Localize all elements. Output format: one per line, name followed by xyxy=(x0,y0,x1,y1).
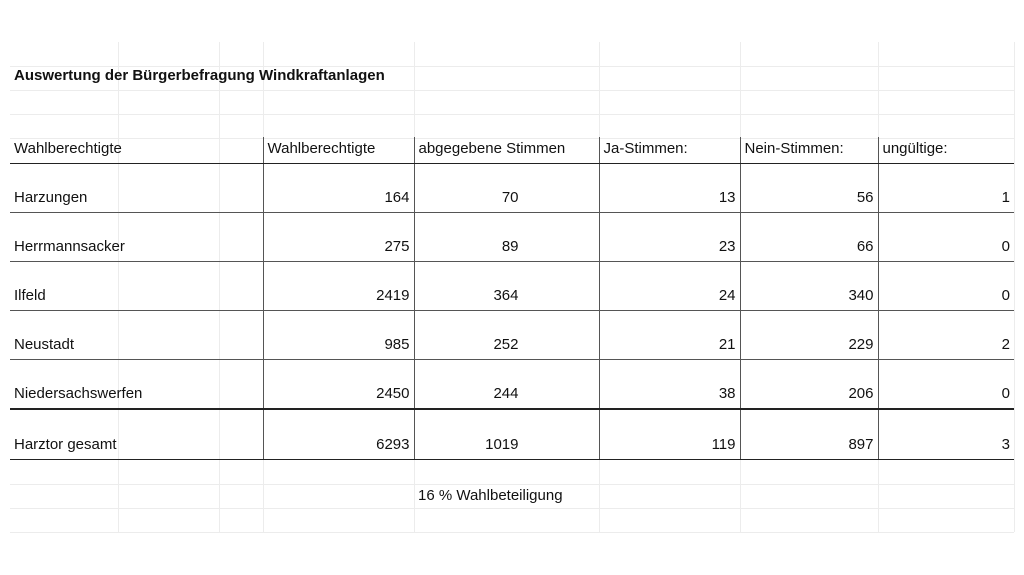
total-invalid-votes-cell[interactable]: 3 xyxy=(878,409,1014,460)
total-yes-votes-cell[interactable]: 119 xyxy=(599,409,740,460)
invalid-votes-cell[interactable]: 0 xyxy=(878,262,1014,311)
column-header[interactable]: ungültige: xyxy=(878,137,1014,164)
gridline xyxy=(10,90,1014,91)
municipality-cell[interactable]: Harzungen xyxy=(10,164,263,213)
no-votes-cell[interactable]: 229 xyxy=(740,311,878,360)
municipality-cell[interactable]: Ilfeld xyxy=(10,262,263,311)
column-header[interactable]: Nein-Stimmen: xyxy=(740,137,878,164)
no-votes-cell[interactable]: 340 xyxy=(740,262,878,311)
yes-votes-cell[interactable]: 21 xyxy=(599,311,740,360)
municipality-cell[interactable]: Herrmannsacker xyxy=(10,213,263,262)
yes-votes-cell[interactable]: 24 xyxy=(599,262,740,311)
cast-votes-cell[interactable]: 244 xyxy=(414,360,599,410)
yes-votes-cell[interactable]: 38 xyxy=(599,360,740,410)
table-row xyxy=(10,164,1014,213)
column-header[interactable]: abgegebene Stimmen xyxy=(414,137,599,164)
total-label-cell[interactable]: Harztor gesamt xyxy=(10,409,263,460)
invalid-votes-cell[interactable]: 2 xyxy=(878,311,1014,360)
gridline xyxy=(10,114,1014,115)
eligible-cell[interactable]: 2450 xyxy=(263,360,414,410)
total-row xyxy=(10,409,1014,460)
invalid-votes-cell[interactable]: 1 xyxy=(878,164,1014,213)
eligible-cell[interactable]: 985 xyxy=(263,311,414,360)
municipality-cell[interactable]: Neustadt xyxy=(10,311,263,360)
no-votes-cell[interactable]: 66 xyxy=(740,213,878,262)
invalid-votes-cell[interactable]: 0 xyxy=(878,360,1014,410)
no-votes-cell[interactable]: 206 xyxy=(740,360,878,410)
header-row xyxy=(10,137,1014,164)
column-header[interactable]: Wahlberechtigte xyxy=(10,137,263,164)
cast-votes-cell[interactable]: 89 xyxy=(414,213,599,262)
document-title: Auswertung der Bürgerbefragung Windkraftanlagen xyxy=(14,67,385,84)
no-votes-cell[interactable]: 56 xyxy=(740,164,878,213)
total-cast-votes-cell[interactable]: 1019 xyxy=(414,409,599,460)
table-row xyxy=(10,213,1014,262)
gridline xyxy=(1014,42,1015,532)
total-no-votes-cell[interactable]: 897 xyxy=(740,409,878,460)
cast-votes-cell[interactable]: 70 xyxy=(414,164,599,213)
column-header[interactable]: Wahlberechtigte xyxy=(263,137,414,164)
cast-votes-cell[interactable]: 364 xyxy=(414,262,599,311)
yes-votes-cell[interactable]: 23 xyxy=(599,213,740,262)
table-row xyxy=(10,311,1014,360)
gridline xyxy=(10,532,1014,533)
total-eligible-cell[interactable]: 6293 xyxy=(263,409,414,460)
yes-votes-cell[interactable]: 13 xyxy=(599,164,740,213)
invalid-votes-cell[interactable]: 0 xyxy=(878,213,1014,262)
table-row xyxy=(10,262,1014,311)
turnout-note[interactable]: 16 % Wahlbeteiligung xyxy=(418,487,563,504)
gridline xyxy=(10,508,1014,509)
results-table xyxy=(10,137,1014,460)
cast-votes-cell[interactable]: 252 xyxy=(414,311,599,360)
eligible-cell[interactable]: 2419 xyxy=(263,262,414,311)
eligible-cell[interactable]: 275 xyxy=(263,213,414,262)
table-row xyxy=(10,360,1014,410)
eligible-cell[interactable]: 164 xyxy=(263,164,414,213)
gridline xyxy=(10,484,1014,485)
column-header[interactable]: Ja-Stimmen: xyxy=(599,137,740,164)
municipality-cell[interactable]: Niedersachswerfen xyxy=(10,360,263,410)
